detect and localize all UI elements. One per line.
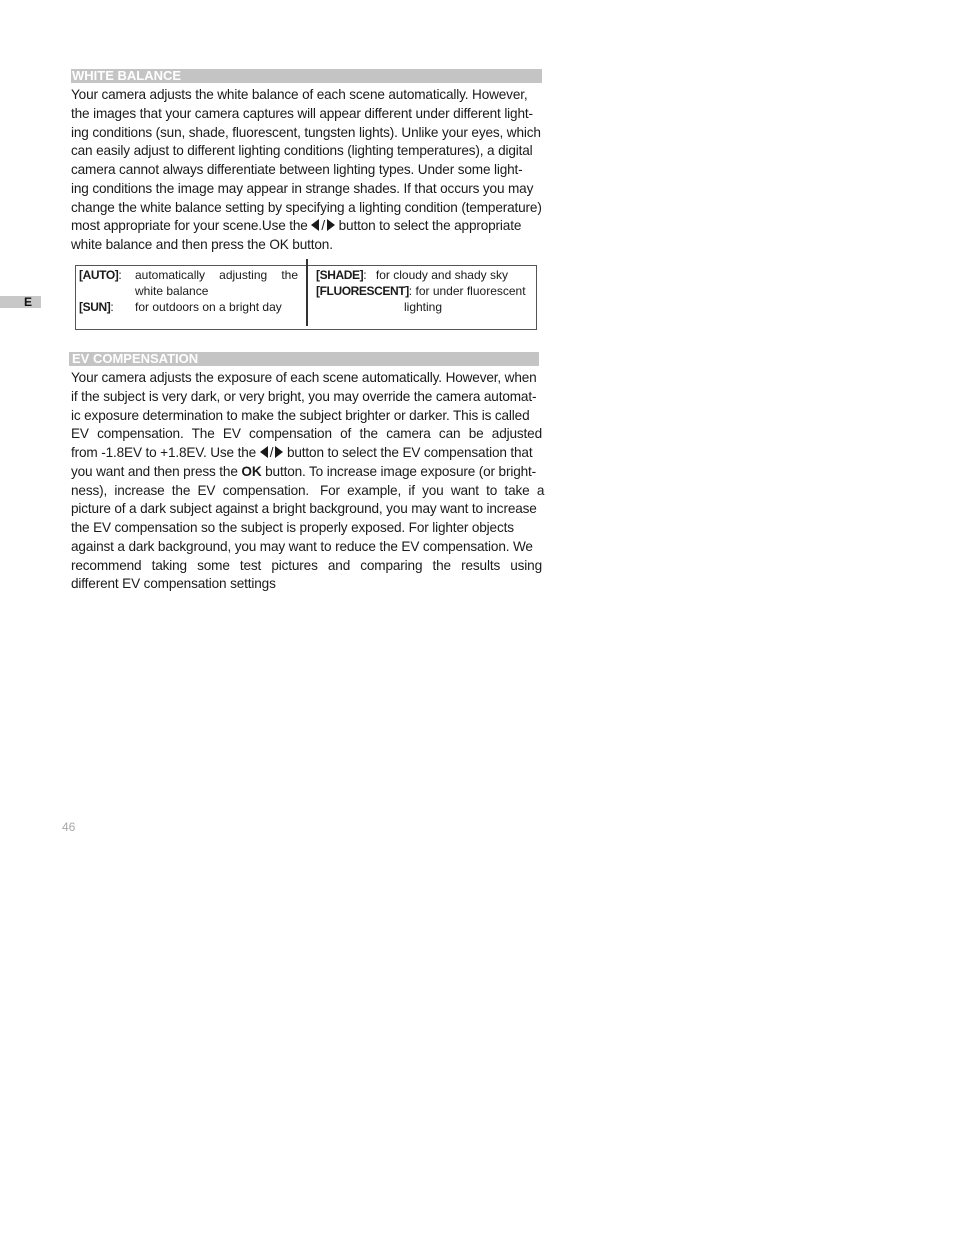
page-number: 46 — [62, 820, 76, 834]
paragraph-line: white balance and then press the OK button. — [71, 237, 333, 252]
right-arrow-icon — [275, 446, 283, 458]
paragraph-line: change the white balance setting by specifying a lighting condition (temperature) — [71, 199, 542, 215]
table-divider — [306, 259, 308, 326]
option-sun-desc: for outdoors on a bright day — [135, 300, 282, 314]
option-auto-desc: automatically adjusting the — [135, 268, 298, 282]
paragraph-line: different EV compensation settings — [71, 576, 276, 592]
paragraph-line: the EV compensation so the subject is properly exposed. For lighter objects — [71, 520, 514, 535]
paragraph-line: Your camera adjusts the exposure of each scene automatically. However, when — [71, 370, 537, 385]
paragraph-line: picture of a dark subject against a bright background, you may want to increase — [71, 501, 537, 517]
paragraph-line: from -1.8EV to +1.8EV. Use the / button to select the EV compensation that — [71, 445, 533, 460]
right-arrow-icon — [327, 219, 335, 231]
paragraph-line: EV compensation. The EV compensation of the camera can be adjusted — [71, 426, 542, 442]
paragraph-line: can easily adjust to different lighting conditions (lighting temperatures), a digital — [71, 143, 533, 159]
language-tab — [0, 296, 41, 308]
paragraph-line: ic exposure determination to make the subject brighter or darker. This is called — [71, 407, 530, 423]
white-balance-paragraph — [71, 86, 542, 255]
paragraph-line: camera cannot always differentiate between lighting types. Under some light- — [71, 162, 523, 177]
paragraph-line: if the subject is very dark, or very bright, you may override the camera automat- — [71, 388, 537, 404]
option-shade: [SHADE]: for cloudy and shady sky — [316, 268, 508, 282]
language-tab-label: E — [24, 295, 33, 309]
paragraph-line: ing conditions the image may appear in strange shades. If that occurs you may — [71, 180, 534, 196]
ev-compensation-paragraph — [71, 369, 545, 594]
ev-compensation-heading: EV COMPENSATION — [69, 352, 539, 366]
option-fluorescent-desc-2: lighting — [404, 300, 443, 314]
option-auto-desc-2: white balance — [135, 284, 209, 298]
ok-button-label: OK — [241, 463, 262, 479]
option-auto-key: [AUTO]: — [79, 268, 122, 282]
paragraph-line: Your camera adjusts the white balance of each scene automatically. However, — [71, 87, 528, 102]
white-balance-heading: WHITE BALANCE — [71, 69, 542, 83]
paragraph-line: ness), increase the EV compensation. For example, if you want to take a — [71, 482, 545, 498]
paragraph-line: you want and then press the OK button. To increase image exposure (or bright- — [71, 463, 537, 479]
option-fluorescent: [FLUORESCENT]: for under fluorescent — [316, 284, 526, 298]
left-arrow-icon — [260, 446, 268, 458]
paragraph-line: ing conditions (sun, shade, fluorescent, tungsten lights). Unlike your eyes, which — [71, 124, 541, 140]
paragraph-line: most appropriate for your scene.Use the / button to select the appropriate — [71, 218, 522, 234]
option-sun-key: [SUN]: — [79, 300, 114, 314]
paragraph-line: the images that your camera captures will appear different under different light- — [71, 105, 533, 121]
paragraph-line: against a dark background, you may want to reduce the EV compensation. We — [71, 538, 533, 554]
paragraph-line: recommend taking some test pictures and comparing the results using — [71, 557, 542, 573]
